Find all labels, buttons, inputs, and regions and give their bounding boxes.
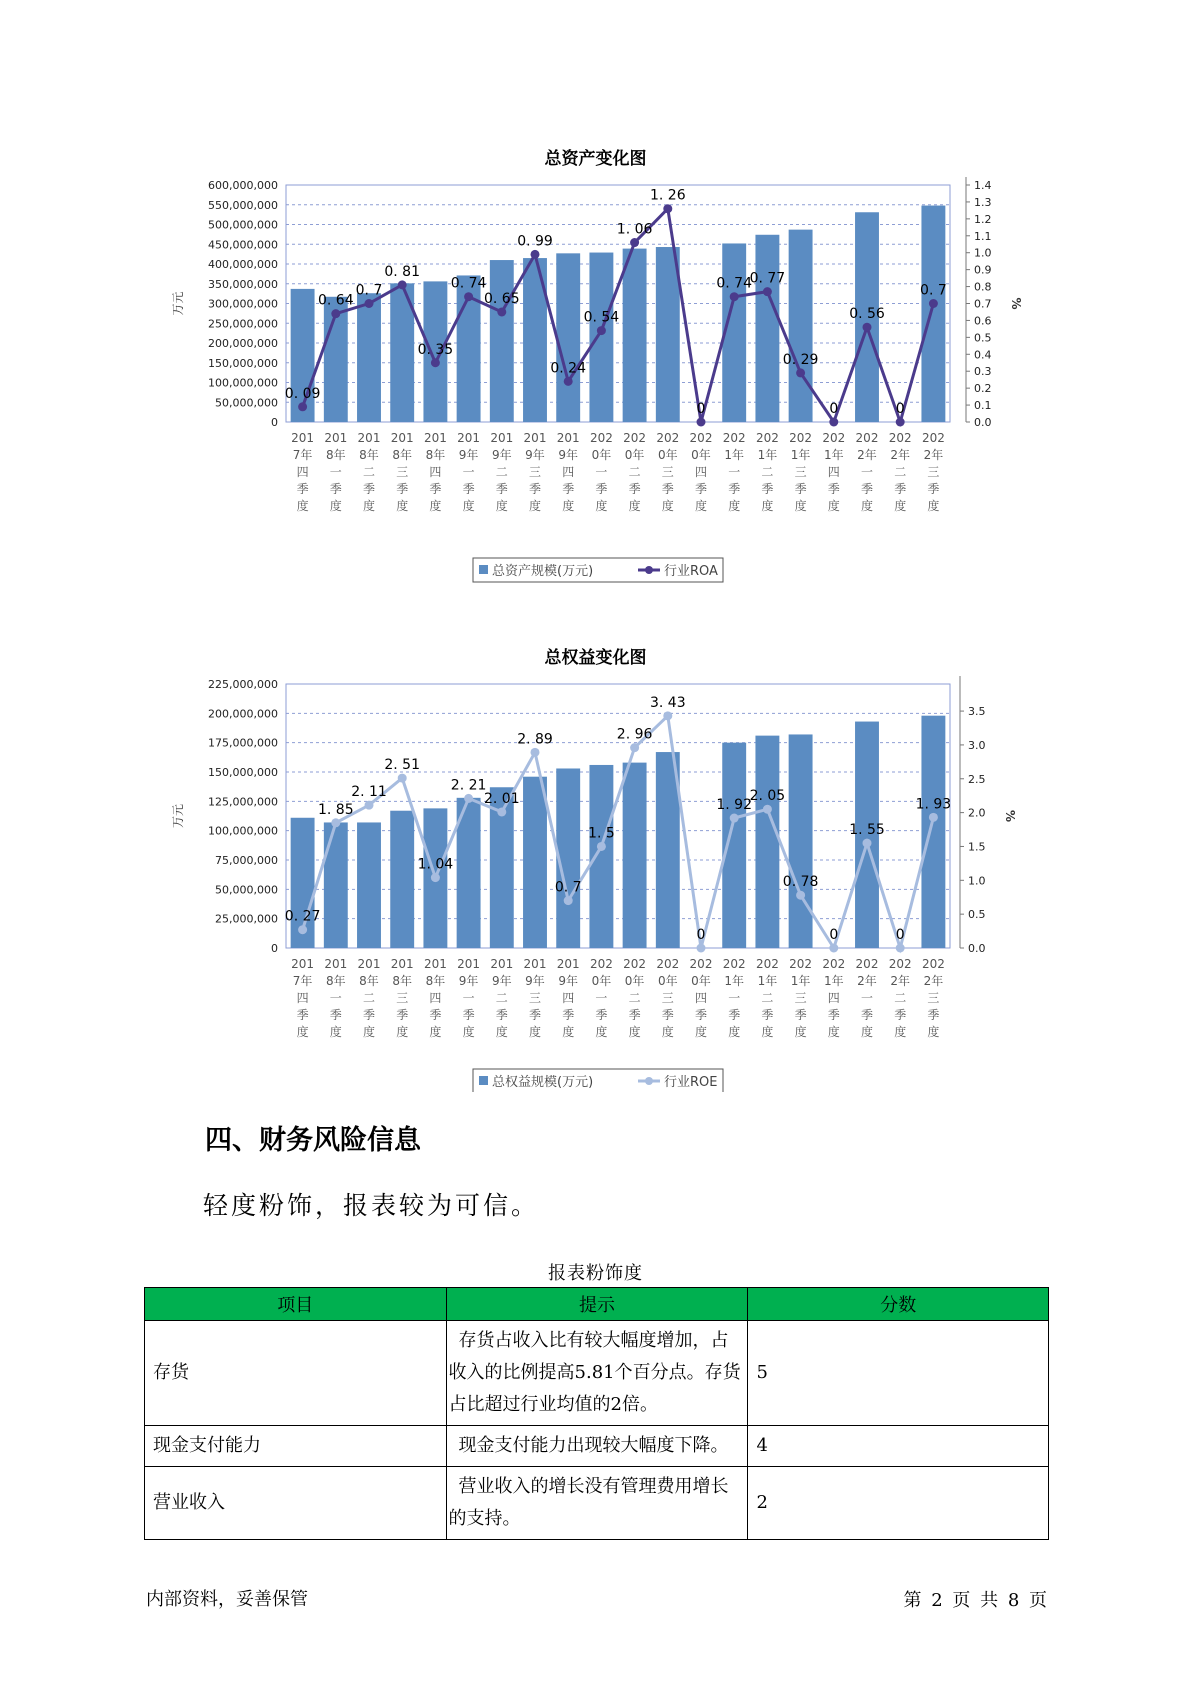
bar bbox=[789, 230, 813, 422]
x-tick-label: 201 8年二季度 bbox=[357, 957, 381, 1039]
bar bbox=[921, 206, 945, 422]
line-point bbox=[763, 805, 772, 814]
data-label: 2. 89 bbox=[517, 731, 553, 748]
x-tick-label: 201 9年二季度 bbox=[490, 957, 514, 1039]
y2-axis-label: % bbox=[1009, 297, 1023, 310]
y2-tick-label: 3.5 bbox=[968, 705, 986, 719]
data-label: 0 bbox=[895, 927, 905, 943]
y-tick-label: 50,000,000 bbox=[215, 396, 278, 410]
y-tick-label: 300,000,000 bbox=[208, 297, 278, 311]
data-label: 2. 21 bbox=[450, 777, 487, 794]
bar bbox=[921, 716, 945, 948]
line-point bbox=[697, 944, 706, 953]
x-tick-label: 201 8年一季度 bbox=[324, 431, 348, 513]
line-point bbox=[531, 748, 540, 757]
data-label: 0. 64 bbox=[317, 292, 354, 309]
x-tick-label: 202 0年四季度 bbox=[689, 957, 713, 1039]
legend-bar-swatch bbox=[479, 1076, 488, 1085]
y2-tick-label: 0.1 bbox=[974, 399, 992, 413]
data-label: 2. 01 bbox=[483, 790, 520, 807]
y-tick-label: 150,000,000 bbox=[208, 356, 278, 370]
y2-tick-label: 3.0 bbox=[968, 738, 986, 752]
line-point bbox=[796, 891, 805, 900]
bar bbox=[523, 777, 547, 948]
data-label: 0. 7 bbox=[355, 282, 383, 299]
x-tick-label: 202 0年四季度 bbox=[689, 431, 713, 513]
row-score: 2 bbox=[748, 1467, 1049, 1540]
y2-tick-label: 1.1 bbox=[974, 229, 992, 243]
data-label: 0. 09 bbox=[284, 385, 321, 402]
data-label: 3. 43 bbox=[649, 694, 686, 711]
bar bbox=[490, 260, 514, 422]
row-item: 现金支付能力 bbox=[145, 1426, 447, 1467]
data-label: 0. 78 bbox=[782, 874, 819, 891]
y2-tick-label: 1.0 bbox=[974, 246, 992, 260]
y-tick-label: 500,000,000 bbox=[208, 218, 278, 232]
y-tick-label: 50,000,000 bbox=[215, 883, 278, 897]
x-tick-label: 202 0年一季度 bbox=[589, 431, 613, 513]
data-label: 0. 81 bbox=[384, 263, 421, 280]
line-point bbox=[531, 250, 540, 259]
data-label: 1. 93 bbox=[915, 796, 952, 813]
table-row bbox=[145, 1426, 1049, 1467]
y-tick-label: 175,000,000 bbox=[208, 736, 278, 750]
data-label: 0. 99 bbox=[517, 233, 553, 250]
data-label: 0. 54 bbox=[583, 309, 620, 326]
line-point bbox=[564, 896, 573, 905]
x-tick-label: 202 2年三季度 bbox=[921, 431, 945, 513]
x-tick-label: 202 2年一季度 bbox=[855, 431, 879, 513]
y2-axis-label: % bbox=[1003, 809, 1017, 823]
data-label: 0. 35 bbox=[417, 341, 454, 358]
y2-tick-label: 0.4 bbox=[974, 348, 992, 362]
y-tick-label: 100,000,000 bbox=[208, 824, 278, 838]
line-point bbox=[730, 292, 739, 301]
row-item: 营业收入 bbox=[145, 1467, 447, 1540]
line-point bbox=[398, 280, 407, 289]
y-tick-label: 0 bbox=[271, 416, 278, 429]
line-point bbox=[464, 292, 473, 301]
x-tick-label: 201 8年四季度 bbox=[423, 957, 447, 1039]
line-point bbox=[398, 774, 407, 783]
line-point bbox=[663, 204, 672, 213]
x-tick-label: 201 7年四季度 bbox=[291, 957, 315, 1039]
data-label: 0. 29 bbox=[782, 351, 819, 368]
y-tick-label: 450,000,000 bbox=[208, 238, 278, 252]
line-point bbox=[863, 839, 872, 848]
y-tick-label: 200,000,000 bbox=[208, 337, 278, 350]
x-tick-label: 201 9年二季度 bbox=[490, 431, 514, 513]
legend-line-label: 行业ROA bbox=[664, 564, 718, 579]
line-point bbox=[697, 418, 706, 427]
bar bbox=[755, 235, 779, 422]
x-tick-label: 202 2年一季度 bbox=[855, 957, 879, 1039]
x-tick-label: 202 2年二季度 bbox=[888, 957, 912, 1039]
x-tick-label: 201 9年四季度 bbox=[556, 957, 580, 1039]
x-tick-label: 202 1年四季度 bbox=[822, 431, 846, 513]
data-label: 0. 27 bbox=[284, 908, 321, 925]
data-label: 2. 05 bbox=[749, 788, 786, 805]
x-tick-label: 202 1年三季度 bbox=[789, 431, 813, 513]
x-tick-label: 201 7年四季度 bbox=[291, 431, 315, 513]
y-tick-label: 250,000,000 bbox=[208, 317, 278, 331]
row-score: 4 bbox=[748, 1426, 1049, 1467]
x-tick-label: 202 0年三季度 bbox=[656, 957, 680, 1039]
risk-summary: 轻度粉饰，报表较为可信。 bbox=[203, 1191, 540, 1220]
data-label: 1. 5 bbox=[588, 825, 615, 842]
y-tick-label: 550,000,000 bbox=[208, 198, 278, 212]
table-row bbox=[145, 1467, 1049, 1540]
table-row bbox=[145, 1321, 1049, 1426]
line-point bbox=[863, 323, 872, 332]
line-point bbox=[331, 309, 340, 318]
line-point bbox=[630, 238, 639, 247]
y2-tick-label: 0.0 bbox=[974, 416, 992, 429]
y2-tick-label: 0.7 bbox=[974, 297, 992, 311]
bar bbox=[357, 293, 381, 422]
y-tick-label: 150,000,000 bbox=[208, 766, 278, 779]
data-label: 0 bbox=[895, 401, 905, 417]
line-point bbox=[896, 418, 905, 427]
line-point bbox=[331, 818, 340, 827]
y-axis-label: 万元 bbox=[171, 803, 185, 829]
line-point bbox=[365, 299, 374, 308]
data-label: 0. 7 bbox=[920, 282, 947, 299]
x-tick-label: 202 0年三季度 bbox=[656, 431, 680, 513]
x-tick-label: 202 0年二季度 bbox=[623, 431, 647, 513]
line-point bbox=[497, 307, 506, 316]
y-tick-label: 25,000,000 bbox=[215, 912, 278, 926]
y-tick-label: 100,000,000 bbox=[208, 376, 278, 390]
y2-tick-label: 2.5 bbox=[968, 772, 986, 786]
line-point bbox=[929, 299, 938, 308]
y-tick-label: 200,000,000 bbox=[208, 707, 278, 721]
line-point bbox=[929, 813, 938, 822]
data-label: 1. 92 bbox=[716, 797, 753, 814]
line-point bbox=[464, 794, 473, 803]
x-tick-label: 202 1年一季度 bbox=[722, 957, 746, 1039]
x-tick-label: 202 0年一季度 bbox=[589, 957, 613, 1039]
data-label: 0. 7 bbox=[554, 879, 582, 896]
x-tick-label: 202 2年三季度 bbox=[921, 957, 945, 1039]
data-label: 0. 56 bbox=[849, 306, 885, 323]
x-tick-label: 202 1年三季度 bbox=[789, 957, 813, 1039]
y2-tick-label: 0.2 bbox=[974, 382, 992, 396]
y-tick-label: 350,000,000 bbox=[208, 277, 278, 291]
data-label: 1. 04 bbox=[417, 856, 454, 873]
bar bbox=[789, 734, 813, 948]
data-label: 1. 06 bbox=[616, 221, 653, 238]
table-header-row bbox=[145, 1288, 1049, 1321]
line-point bbox=[597, 842, 606, 851]
x-tick-label: 202 0年二季度 bbox=[623, 957, 647, 1039]
y2-tick-label: 1.0 bbox=[968, 874, 986, 888]
line-point bbox=[365, 801, 374, 810]
row-hint: 现金支付能力出现较大幅度下降。 bbox=[446, 1426, 748, 1467]
x-tick-label: 202 1年二季度 bbox=[755, 431, 779, 513]
x-tick-label: 201 9年四季度 bbox=[556, 431, 580, 513]
data-label: 1. 85 bbox=[317, 801, 354, 818]
header-score: 分数 bbox=[748, 1288, 1049, 1321]
x-tick-label: 202 2年二季度 bbox=[888, 431, 912, 513]
x-tick-label: 201 8年三季度 bbox=[390, 431, 414, 513]
line-point bbox=[829, 944, 838, 953]
data-label: 0. 74 bbox=[450, 275, 487, 292]
legend-line-label: 行业ROE bbox=[664, 1075, 718, 1090]
data-label: 1. 26 bbox=[649, 187, 686, 204]
y-tick-label: 75,000,000 bbox=[215, 854, 278, 867]
risk-table bbox=[144, 1287, 1049, 1540]
header-item: 项目 bbox=[145, 1288, 447, 1321]
total-assets-chart bbox=[170, 175, 1030, 585]
data-label: 0. 24 bbox=[550, 360, 587, 377]
bar bbox=[390, 811, 414, 948]
plot-frame bbox=[286, 684, 950, 948]
data-label: 2. 96 bbox=[616, 726, 653, 743]
y-tick-label: 400,000,000 bbox=[208, 258, 278, 271]
row-hint: 营业收入的增长没有管理费用增长的支持。 bbox=[446, 1467, 748, 1540]
line-point bbox=[431, 873, 440, 882]
data-label: 0. 74 bbox=[716, 275, 753, 292]
y2-tick-label: 1.5 bbox=[968, 840, 986, 854]
chart-title-equity: 总权益变化图 bbox=[544, 648, 647, 668]
bar bbox=[656, 247, 680, 422]
x-tick-label: 202 1年二季度 bbox=[755, 957, 779, 1039]
total-equity-chart bbox=[170, 672, 1030, 1092]
y-tick-label: 600,000,000 bbox=[208, 179, 278, 192]
legend-bar-swatch bbox=[479, 565, 488, 574]
line-point bbox=[564, 377, 573, 386]
y2-tick-label: 1.2 bbox=[974, 212, 992, 226]
x-tick-label: 201 9年一季度 bbox=[457, 431, 481, 513]
line-point bbox=[298, 402, 307, 411]
footer-page-number: 第 2 页 共 8 页 bbox=[903, 1590, 1049, 1611]
y2-tick-label: 0.3 bbox=[974, 365, 992, 379]
table-caption: 报表粉饰度 bbox=[548, 1263, 643, 1284]
x-tick-label: 201 8年四季度 bbox=[423, 431, 447, 513]
line-point bbox=[730, 814, 739, 823]
y2-tick-label: 2.0 bbox=[968, 806, 986, 820]
bar bbox=[755, 736, 779, 948]
line-point bbox=[431, 358, 440, 367]
data-label: 0 bbox=[696, 927, 706, 943]
data-label: 2. 11 bbox=[351, 784, 387, 801]
line-point bbox=[763, 287, 772, 296]
data-label: 0. 65 bbox=[483, 290, 520, 307]
x-tick-label: 202 1年一季度 bbox=[722, 431, 746, 513]
y2-tick-label: 0.0 bbox=[968, 942, 986, 955]
section-title: 四、财务风险信息 bbox=[205, 1125, 421, 1156]
bar bbox=[556, 253, 580, 422]
bar bbox=[623, 763, 647, 948]
data-label: 0 bbox=[829, 927, 839, 943]
legend-bar-label: 总权益规模(万元) bbox=[492, 1075, 594, 1090]
bar bbox=[589, 765, 613, 948]
x-tick-label: 201 9年三季度 bbox=[523, 431, 547, 513]
x-tick-label: 201 8年二季度 bbox=[357, 431, 381, 513]
line-point bbox=[796, 368, 805, 377]
legend-line-marker bbox=[645, 566, 653, 574]
y-tick-label: 0 bbox=[271, 942, 278, 955]
data-label: 0. 77 bbox=[749, 270, 786, 287]
line-point bbox=[298, 925, 307, 934]
data-label: 1. 55 bbox=[849, 822, 885, 839]
line-point bbox=[630, 743, 639, 752]
y2-tick-label: 0.9 bbox=[974, 263, 992, 277]
legend-bar-label: 总资产规模(万元) bbox=[492, 564, 594, 579]
bar bbox=[357, 822, 381, 948]
chart-title-assets: 总资产变化图 bbox=[544, 149, 647, 169]
x-tick-label: 201 9年三季度 bbox=[523, 957, 547, 1039]
line-point bbox=[896, 944, 905, 953]
data-label: 2. 51 bbox=[384, 757, 421, 774]
line-point bbox=[829, 418, 838, 427]
y2-tick-label: 1.3 bbox=[974, 195, 992, 209]
x-tick-label: 202 1年四季度 bbox=[822, 957, 846, 1039]
row-hint: 存货占收入比有较大幅度增加，占收入的比例提高5.81个百分点。存货占比超过行业均值的2倍。 bbox=[446, 1321, 748, 1426]
y-tick-label: 225,000,000 bbox=[208, 678, 278, 691]
x-tick-label: 201 8年一季度 bbox=[324, 957, 348, 1039]
line-point bbox=[497, 807, 506, 816]
bar bbox=[623, 249, 647, 422]
row-score: 5 bbox=[748, 1321, 1049, 1426]
bar bbox=[324, 822, 348, 948]
line-point bbox=[597, 326, 606, 335]
footer-confidential: 内部资料，妥善保管 bbox=[146, 1589, 308, 1610]
y2-tick-label: 0.5 bbox=[968, 908, 986, 922]
y2-tick-label: 0.5 bbox=[974, 331, 992, 345]
line-point bbox=[663, 711, 672, 720]
x-tick-label: 201 9年一季度 bbox=[457, 957, 481, 1039]
bar bbox=[589, 253, 613, 422]
y-axis-label: 万元 bbox=[171, 291, 185, 316]
data-label: 0 bbox=[696, 401, 706, 417]
header-hint: 提示 bbox=[446, 1288, 748, 1321]
y-tick-label: 125,000,000 bbox=[208, 795, 278, 809]
y2-tick-label: 0.8 bbox=[974, 280, 992, 294]
row-item: 存货 bbox=[145, 1321, 447, 1426]
x-tick-label: 201 8年三季度 bbox=[390, 957, 414, 1039]
y2-tick-label: 0.6 bbox=[974, 314, 992, 328]
data-label: 0 bbox=[829, 401, 839, 417]
bar bbox=[291, 289, 315, 422]
y2-tick-label: 1.4 bbox=[974, 179, 992, 192]
legend-line-marker bbox=[645, 1077, 653, 1085]
